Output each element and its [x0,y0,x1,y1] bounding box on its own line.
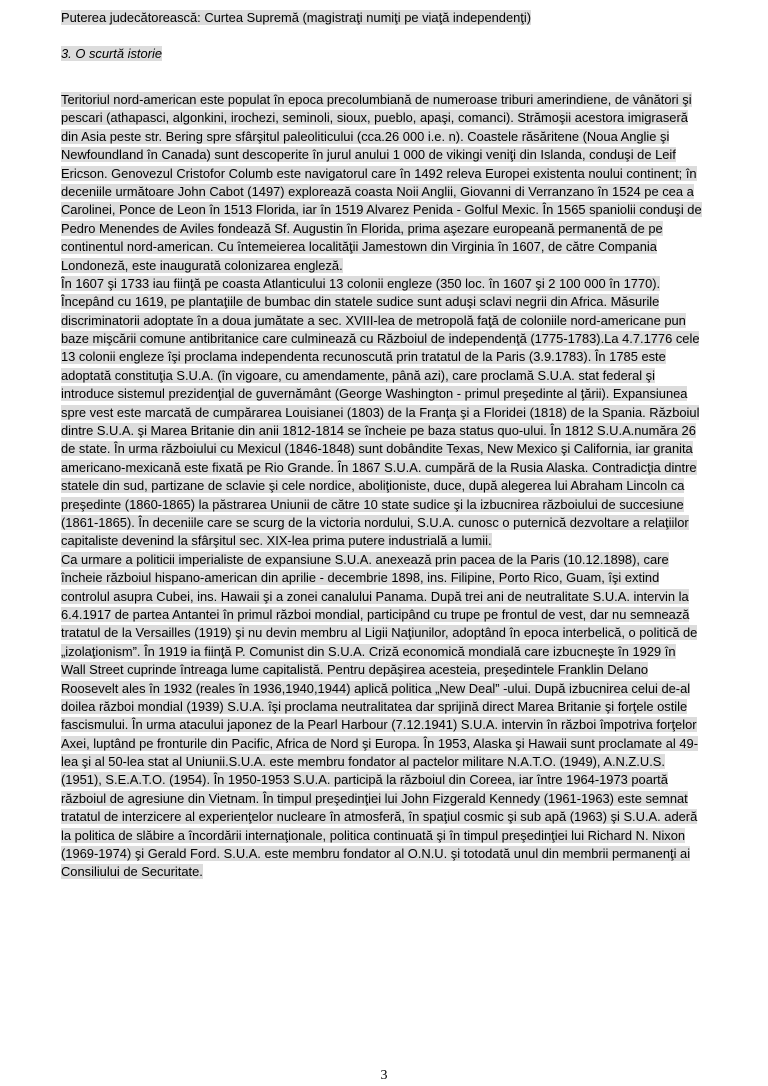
paragraph-line-text: discriminatorii adoptate în a doua jumătate a sec. XVIII-lea de metropolă faţă de coloniile nord-americane pun [61,312,686,328]
paragraph-line [61,477,768,495]
paragraph-line-text: (1951), S.E.A.T.O. (1954). În 1950-1953 S.U.A. participă la războiul din Coreea, iar între 1964-1973 poartă [61,772,668,788]
paragraph-line [61,606,768,624]
paragraph-line-text: deceniile următoare John Cabot (1497) explorează coasta Noii Anglii, Giovanni di Verranzano în 1524 pe cea a [61,183,694,199]
paragraph-line-text: (1969-1974) şi Gerald Ford. S.U.A. este membru fondator al O.N.U. şi totodată unul din membrii permanenţi ai [61,846,691,862]
paragraph-line [61,624,768,642]
paragraph-line-text: lea şi al 50-lea stat al Uniunii.S.U.A. este membru fondator al pactelor militare N.A.T.O. (1949), A.N.Z.U.S. [61,754,665,770]
paragraph-line [61,845,768,863]
paragraph-line [61,863,768,881]
paragraph-line-text: Pedro Menendes de Aviles fondează Sf. Augustin în Florida, prima aşezare europeană permanentă de pe [61,220,663,236]
paragraph-line [61,183,768,201]
paragraph-line-text: la politica de slăbire a încordării internaţionale, politica continuată şi în timpul preşedinţiei lui Richard N. Nixon [61,827,686,843]
paragraph-line-text: 13 colonii engleze îşi proclama independenta recunoscută prin tratatul de la Paris (3.9.1783). În 1785 este [61,349,666,365]
paragraph-line [61,404,768,422]
paragraph-line-text: continentul nord-american. Cu întemeierea localităţii Jamestown din Virginia în 1607, de către Compania [61,239,657,255]
paragraph-line-text: Teritoriul nord-american este populat în epoca precolumbiană de numeroase triburi amerindiene, de vânători şi [61,92,692,107]
paragraph-line-text: americano-mexicană este fixată pe Rio Grande. În 1867 S.U.A. cumpără de la Rusia Alaska. Contradicţia dintre [61,459,697,475]
paragraph-line [61,735,768,753]
paragraph-line [61,201,768,219]
header-line-text: Puterea judecătorească: Curtea Supremă (magistraţi numiţi pe viaţă independenţi) [61,10,532,25]
paragraph-line-text: pescari (athapasci, algonkini, irochezi, seminoli, sioux, pueblo, apaşi, comanci). Strămoşii acestora imigraseră [61,110,688,126]
paragraph-line-text: preşedinte (1860-1865) la păstrarea Uniunii de către 10 state sudice şi la izbucnirea războiului de succesiune [61,496,684,512]
paragraph-line [61,496,768,514]
paragraph-line-text: „izolaţionism”. În 1919 ia fiinţă P. Comunist din S.U.A. Criză economică mondială care izbucneşte în 1929 în [61,643,676,659]
paragraph-line [61,220,768,238]
paragraph-line-text: Wall Street cuprinde întreaga lume capitalistă. Pentru depăşirea acesteia, preşedintele Franklin Delano [61,662,649,678]
paragraph-line-text: Newfoundland în Canada) sunt descoperite în jurul anului 1 000 de vikingi veniţi din Islanda, conduşi de Leif [61,147,676,163]
paragraph-line-text: doilea război mondial (1939) S.U.A. îşi proclama neutralitatea dar sprijină direct Marea Britanie şi forţele ostile [61,698,688,714]
paragraph-line [61,238,768,256]
paragraph-line-text: capitaliste devenind la sfârşitul sec. XIX-lea prima putere industrială a lumii. [61,533,492,549]
paragraph-line-text: încheie războiul hispano-american din aprilie - decembrie 1898, ins. Filipine, Porto Rico, Guam, îşi extind [61,570,660,586]
paragraph-line-text: statele din sud, partizane de sclavie şi cele nordice, aboliţioniste, duce, după alegerea lui Abraham Lincoln ca [61,478,685,494]
paragraph-line-text: Ca urmare a politicii imperialiste de expansiune S.U.A. anexează prin pacea de la Paris (10.12.1898), care [61,551,669,567]
paragraph-line-text: Roosevelt ales în 1932 (reales în 1936,1940,1944) aplică politica „New Deal” -ului. După izbucnirea celui de-al [61,680,691,696]
paragraph-line-text: din Asia peste str. Bering spre sfârşitul paleoliticului (cca.26 000 i.e. n). Coastele răsăritene (Noua Anglie şi [61,128,670,144]
paragraph-line [61,680,768,698]
paragraph-line [61,753,768,771]
paragraph-line [61,385,768,403]
paragraph-line-text: Carolinei, Ponce de Leon în 1513 Florida, iar în 1519 Alvarez Penida - Golful Mexic. În 1565 spaniolii conduşi de [61,202,702,218]
paragraph-line-text: (1861-1865). În deceniile care se scurg de la victoria nordului, S.U.A. cunosc o puternică dezvoltare a relaţiilor [61,514,689,530]
paragraph-line [61,367,768,385]
paragraph-line-text: de state. În urma războiului cu Mexicul (1846-1848) sunt dobândite Texas, New Mexico şi California, iar granita [61,441,693,457]
paragraph-line [61,109,768,127]
paragraph-line-text: tratatul de interzicere al experienţelor nucleare în atmosferă, în spaţiul cosmic şi sub apă (1963) şi S.U.A. aderă [61,809,698,825]
paragraph-line [61,808,768,826]
paragraph-line-text: Începând cu 1619, pe plantaţiile de bumbac din statele sudice sunt aduşi sclavi negrii din Africa. Măsurile [61,294,660,310]
paragraph-line [61,532,768,550]
paragraph-line [61,661,768,679]
paragraph-line [61,459,768,477]
section-title-text: 3. O scurtă istorie [61,46,163,61]
paragraph-line [61,790,768,808]
paragraph-line-text: introduce sistemul prezidenţial de guvernământ (George Washington - primul preşedinte al ţării). Expansiunea [61,386,688,402]
paragraph-line [61,716,768,734]
paragraph-line-text: Londoneză, este inaugurată colonizarea engleză. [61,257,343,273]
paragraph-line-text: adoptată constituţia S.U.A. (în vigoare, cu amendamente, până azi), care proclamă S.U.A. stat federal şi [61,367,655,383]
paragraph-line [61,643,768,661]
paragraph-line [61,440,768,458]
paragraph-line [61,422,768,440]
history-paragraph [61,91,768,882]
paragraph-line [61,257,768,275]
paragraph-line-text: Ericson. Genovezul Cristofor Columb este navigatorul care în 1492 releva Europei existenta noului continent; în [61,165,697,181]
paragraph-line [61,275,768,293]
paragraph-line [61,569,768,587]
paragraph-line [61,293,768,311]
paragraph-line-text: 6.4.1917 de partea Antantei în primul război mondial, participând cu trupe pe frontul de vest, dar nu semnează [61,606,690,622]
paragraph-line [61,330,768,348]
paragraph-line [61,771,768,789]
paragraph-line [61,551,768,569]
paragraph-line-text: Axei, luptând pe fronturile din Pacific, Africa de Nord şi Europa. În 1953, Alaska şi Hawaii sunt proclamate al 49- [61,735,698,751]
paragraph-line-text: spre vest este marcată de cumpărarea Louisianei (1803) de la Franţa şi a Floridei (1818) de la Spania. Războiul [61,404,700,420]
header-line [61,9,531,27]
paragraph-line [61,165,768,183]
paragraph-line [61,146,768,164]
paragraph-line-text: fascismului. În urma atacului japonez de la Pearl Harbour (7.12.1941) S.U.A. intervin în război împotriva forţelor [61,717,697,733]
paragraph-line-text: În 1607 şi 1733 iau fiinţă pe coasta Atlanticului 13 colonii engleze (350 loc. în 1607 şi 2 100 000 în 1770). [61,275,661,291]
paragraph-line-text: controlul asupra Cubei, ins. Hawaii şi a zonei canalului Panama. După trei ani de neutralitate S.U.A. intervin la [61,588,689,604]
paragraph-line-text: războiul de agresiune din Vietnam. În timpul preşedinţiei lui John Fizgerald Kennedy (1961-1963) este semnat [61,790,688,806]
paragraph-line [61,827,768,845]
paragraph-line [61,588,768,606]
section-title [61,45,162,63]
paragraph-line-text: baze mişcării comune antibritanice care culminează cu Războiul de independenţă (1775-1783).La 4.7.1776 cele [61,331,700,347]
paragraph-line [61,312,768,330]
paragraph-line [61,91,768,109]
paragraph-line [61,514,768,532]
paragraph-line-text: dintre S.U.A. şi Marea Britanie din anii 1812-1814 se încheie pe baza status quo-ului. În 1812 S.U.A.număra 26 [61,423,696,439]
paragraph-line-text: tratatul de la Versailles (1919) şi nu devin membru al Ligii Naţiunilor, adoptând în epoca interbelică, o politică de [61,625,698,641]
paragraph-line [61,698,768,716]
paragraph-line [61,128,768,146]
paragraph-line-text: Consiliului de Securitate. [61,864,203,880]
paragraph-line [61,348,768,366]
page-number: 3 [380,1068,388,1083]
